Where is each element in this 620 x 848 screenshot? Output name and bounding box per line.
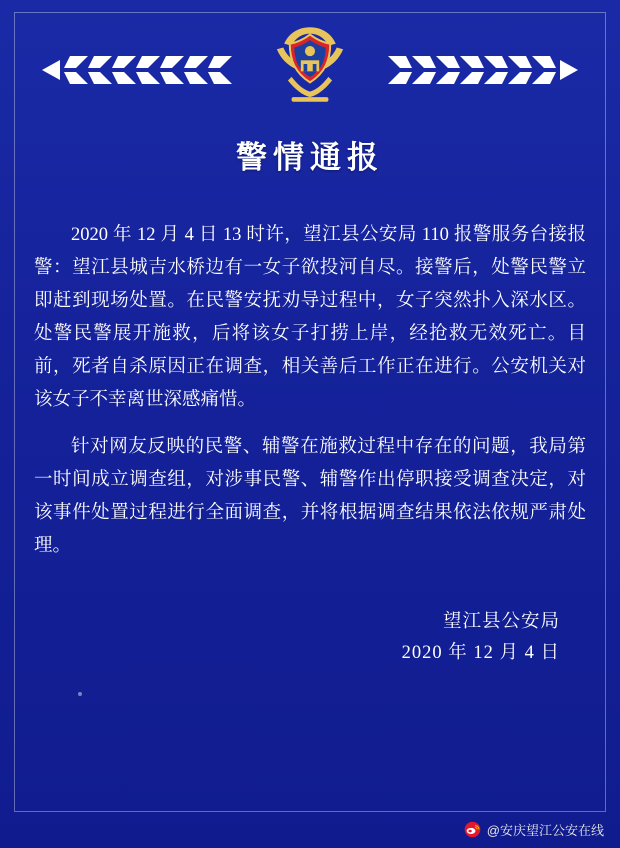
notice-body	[34, 219, 586, 563]
wheat-decoration-right	[378, 50, 578, 90]
footer-account-name[interactable]: @安庆望江公安在线	[486, 822, 604, 838]
page-title: 警情通报	[236, 140, 384, 175]
signature-block	[0, 607, 560, 669]
page-dot-marker	[78, 692, 82, 696]
wheat-decoration-left	[42, 50, 242, 90]
notice-paragraph-2: 针对网友反映的民警、辅警在施救过程中存在的问题，我局第一时间成立调查组，对涉事民警、辅警作出停职接受调查决定，对该事件处置过程进行全面调查，并将根据调查结果依法依规严肃处理。	[34, 437, 586, 556]
signature-organization: 望江县公安局	[442, 612, 560, 632]
notice-paragraph-1: 2020 年 12 月 4 日 13 时许，望江县公安局 110 报警服务台接报警：望江县城吉水桥边有一女子欲投河自尽。接警后，处警民警立即赶到现场处置。在民警安抚劝导过程中，女子突然扑入深水区。处警民警展开施救，后将该女子打捞上岸，经抢救无效死亡。目前，死者自杀原因正在调查，相关善后工作正在进行。公安机关对该女子不幸离世深感痛惜。	[34, 225, 586, 410]
weibo-icon	[464, 821, 481, 838]
signature-date: 2020 年 12 月 4 日	[401, 643, 560, 663]
footer-watermark	[0, 810, 620, 848]
police-emblem-icon	[263, 18, 357, 110]
document-header	[0, 0, 620, 122]
